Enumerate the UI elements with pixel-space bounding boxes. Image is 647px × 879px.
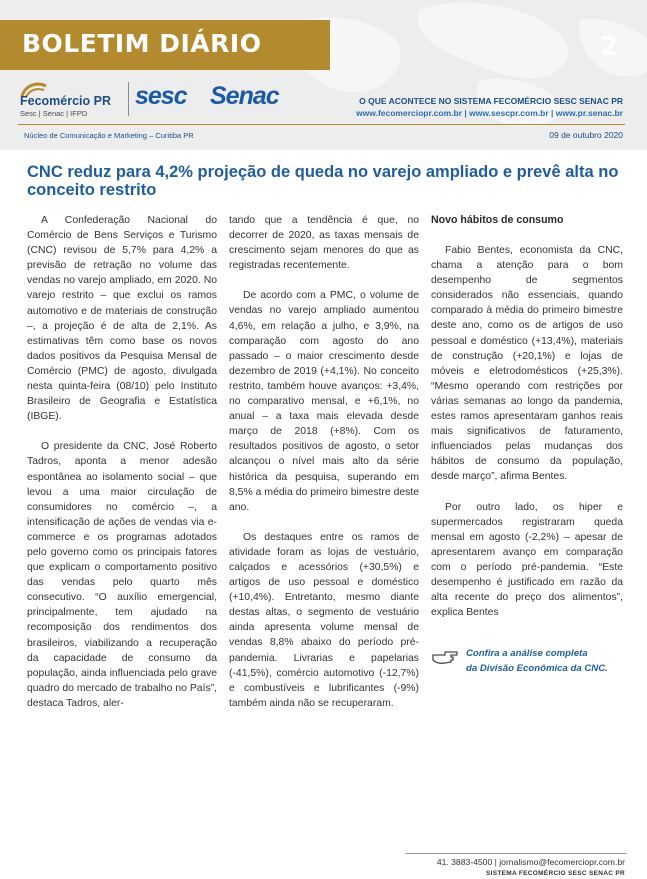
paragraph: Fabio Bentes, economista da CNC, chama a atenção para o bom desempenho de segmentos considerados não essenciais, quando comparado à média do primeiro bimestre deste ano, como os de artigos de uso pessoal e doméstico (+13,4%), materiais de construção (+20,1%) e lojas de móveis e eletrodomésticos (+25,3%). “Mesmo operando com restrições por várias semanas ao longo da pandemia, estes ramos apresentaram ganhos reais mais significativos de faturamento, influenciados pelas mudanças dos hábitos de consumo da população, desde março”, afirma Bentes.: [431, 245, 623, 483]
paragraph: De acordo com a PMC, o volume de vendas no varejo ampliado aumentou 4,6%, em relação a julho, e 3,9%, na comparação com agosto do ano passado – o maior crescimento desde dezembro de 2019 (+4,1%). No conceito restrito, também houve avanços: +3,4%, no comparativo mensal, e +6,1%, no anual – a taxa mais elevada desde março de 2018 (+8%). Com os resultados positivos de agosto, o setor alcançou o nível mais alto da série histórica da pesquisa, superando em 8,5% a média do primeiro bimestre deste ano.: [229, 290, 419, 513]
senac-logo: Senac: [210, 82, 279, 110]
pointing-hand-icon: [431, 647, 459, 667]
page-header: [0, 0, 647, 150]
header-websites[interactable]: www.fecomerciopr.com.br | www.sescpr.com.br | www.pr.senac.br: [356, 108, 623, 118]
fecomercio-name: Fecomércio PR: [20, 94, 112, 108]
bulletin-title: BOLETIM DIÁRIO: [22, 29, 262, 58]
department-label: Núcleo de Comunicação e Marketing – Curitiba PR: [24, 131, 194, 140]
paragraph: Por outro lado, os hiper e supermercados registraram queda mensal em agosto (-2,2%) – apesar de apresentarem avanço em comparação com o período pré-pandemia. “Este desempenho é justificado em razão da alta recente do preço dos alimentos”, explica Bentes: [431, 501, 623, 619]
article-headline: CNC reduz para 4,2% projeção de queda no varejo ampliado e prevê alta no conceito restrito: [27, 163, 619, 199]
logo-divider: [128, 82, 129, 116]
footer-system-name: SISTEMA FECOMÉRCIO SESC SENAC PR: [485, 870, 625, 877]
article-column-3: [431, 213, 623, 635]
page-number: 2: [600, 32, 619, 62]
header-tagline: O QUE ACONTECE NO SISTEMA FECOMÉRCIO SESC SENAC PR: [359, 96, 623, 106]
title-banner: [0, 20, 330, 70]
footer-divider: [405, 853, 627, 854]
paragraph: tando que a tendência é que, no decorrer de 2020, as taxas mensais de crescimento sejam menores do que as registradas recentemente.: [229, 215, 419, 272]
fecomercio-logo: [18, 80, 123, 120]
sesc-logo: sesc: [135, 82, 187, 110]
article-column-2: [229, 213, 419, 726]
cta-line-2[interactable]: da Divisão Econômica da CNC.: [466, 663, 608, 674]
paragraph: A Confederação Nacional do Comércio de Bens Serviços e Turismo (CNC) revisou de 5,7% para 4,2% a previsão de retração no volume das vendas no varejo ampliado, em 2020. No varejo restrito – que exclui os ramos automotivo e de materiais de construção –, a projeção é de alta de 2,1%. As estimativas têm como base os novos dados positivos da Pesquisa Mensal de Comércio (PMC) de agosto, divulgada nesta quinta-feira (08/10) pelo Instituto Brasileiro de Geografia e Estatística (IBGE).: [27, 215, 217, 423]
header-divider: [18, 124, 625, 125]
paragraph: O presidente da CNC, José Roberto Tadros, aponta a menor adesão espontânea ao isolamento social – que levou a uma maior circulação de consumidores no comércio –, a intensificação de ações de vendas via e-commerce e os programas adotados pelo governo como os principais fatores que explicam o comportamento positivo das vendas pelo quarto mês consecutivo. “O auxílio emergencial, principalmente, tem ajudado na recomposição dos rendimentos dos brasileiros, viabilizando a recuperação da capacidade de consumo da população, ainda influenciada pelo grave quadro do mercado de trabalho no País”, destaca Tadros, aler-: [27, 441, 217, 709]
issue-date: 09 de outubro 2020: [549, 130, 623, 140]
footer-contact[interactable]: 41. 3883-4500 | jornalismo@fecomerciopr.com.br: [436, 857, 625, 867]
paragraph: Os destaques entre os ramos de atividade foram as lojas de vestuário, calçados e acessórios (+30,5%) e artigos de uso pessoal e doméstico (+10,4%). Entretanto, mesmo diante destas altas, o segmento de vestuário ainda apresenta volume mensal de vendas 8,8% abaixo do período pré-pandemia. Livrarias e papelarias (-41,5%), comércio automotivo (-12,7%) e combustíveis e lubrificantes (-9%) também ainda não se recuperaram.: [229, 531, 419, 709]
cta-line-1[interactable]: Confira a análise completa: [466, 648, 588, 659]
fecomercio-subtitle: Sesc | Senac | IFPD: [20, 109, 88, 118]
article-column-1: [27, 213, 217, 726]
full-analysis-link[interactable]: [431, 645, 626, 681]
section-heading: Novo hábitos de consumo: [431, 214, 564, 226]
